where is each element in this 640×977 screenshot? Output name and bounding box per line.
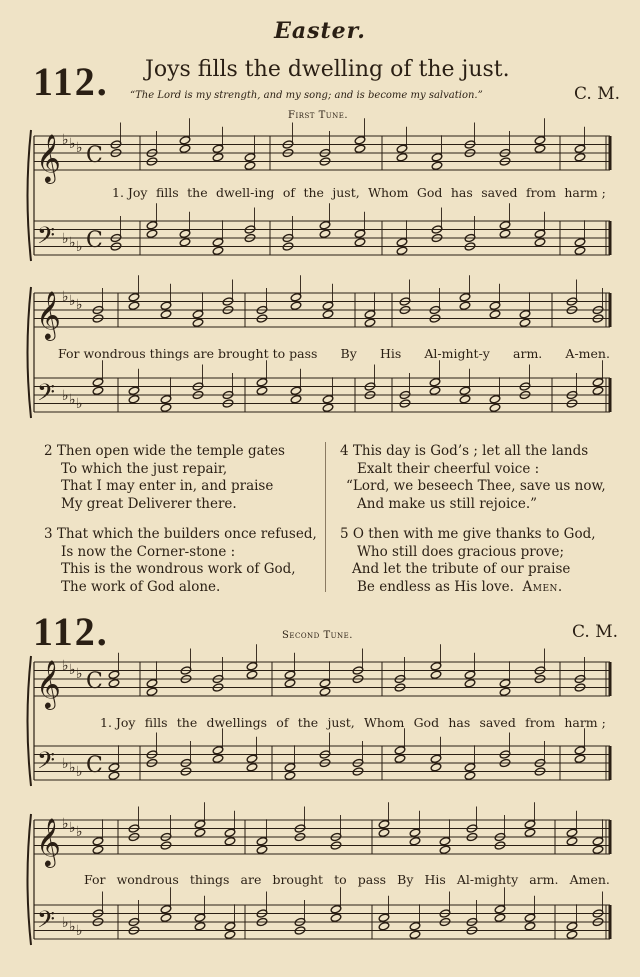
- lyric-syllable: from: [525, 715, 556, 730]
- lyric-syllable: Al-might-y: [424, 346, 490, 361]
- flat-icon: ♭: [62, 915, 69, 931]
- page-title: Easter.: [274, 18, 366, 44]
- common-time-icon: C: [86, 228, 103, 253]
- verse-line: To which the just repair,: [61, 460, 228, 477]
- note-head: [396, 246, 408, 255]
- note-head: [566, 837, 578, 846]
- verse-4: [340, 443, 606, 513]
- note-head: [290, 301, 302, 310]
- treble-clef-icon: 𝄞: [36, 817, 61, 866]
- note-head: [592, 386, 604, 395]
- lyric-syllable: to: [334, 872, 347, 887]
- lyric-syllable: arm.: [529, 872, 559, 887]
- flat-icon: ♭: [76, 824, 83, 840]
- flat-icon: ♭: [62, 658, 69, 674]
- note-head: [566, 930, 578, 939]
- note-head: [108, 679, 120, 688]
- lyric-syllable: things: [189, 872, 230, 887]
- lyric-syllable: has: [448, 715, 471, 730]
- note-head: [430, 763, 442, 772]
- note-head: [160, 913, 172, 922]
- lyric-syllable: fills: [144, 715, 168, 730]
- note-head: [224, 930, 236, 939]
- note-head: [256, 845, 268, 854]
- lyric-syllable: brought: [272, 872, 324, 887]
- flat-icon: ♭: [62, 231, 69, 247]
- note-head: [92, 845, 104, 854]
- note-head: [464, 679, 476, 688]
- brace: [28, 814, 32, 945]
- flat-icon: ♭: [62, 388, 69, 404]
- lyric-syllable: 1. Joy: [112, 185, 148, 200]
- treble-clef-icon: 𝄞: [36, 290, 61, 339]
- note-head: [489, 403, 501, 412]
- lyric-syllable: the: [303, 185, 324, 200]
- epigraph: “The Lord is my strength, and my song; and is become my salvation.”: [130, 90, 483, 101]
- verse-line: My great Deliverer there.: [61, 495, 237, 512]
- bass-clef-icon: 𝄢: [37, 378, 56, 412]
- note-head: [246, 670, 258, 679]
- flat-icon: ♭: [69, 392, 76, 408]
- verse-text: Be endless as His love.: [357, 578, 514, 595]
- note-head: [574, 153, 586, 162]
- brace: [28, 130, 32, 261]
- flat-icon: ♭: [69, 820, 76, 836]
- note-head: [494, 913, 506, 922]
- flat-icon: ♭: [76, 140, 83, 156]
- note-head: [212, 246, 224, 255]
- lyric-syllable: wondrous: [116, 872, 179, 887]
- note-head: [409, 930, 421, 939]
- verse-line: And make us still rejoice.”: [357, 495, 538, 512]
- lyric-syllable: are: [240, 872, 262, 887]
- lyric-syllable: saved: [481, 185, 518, 200]
- note-head: [146, 229, 158, 238]
- note-head: [128, 395, 140, 404]
- note-head: [319, 687, 331, 696]
- verse-5: [340, 526, 596, 596]
- note-head: [534, 238, 546, 247]
- flat-icon: ♭: [69, 136, 76, 152]
- verse-line: And let the tribute of our praise: [352, 561, 571, 577]
- verse-line: “Lord, we beseech Thee, save us now,: [346, 478, 606, 494]
- common-time-icon: C: [86, 753, 103, 778]
- note-head: [146, 687, 158, 696]
- flat-icon: ♭: [69, 293, 76, 309]
- flat-icon: ♭: [76, 923, 83, 939]
- common-time-icon: C: [86, 143, 103, 168]
- lyric-syllable: of: [282, 185, 296, 200]
- note-head: [394, 754, 406, 763]
- amen-label: Amen.: [522, 578, 563, 595]
- flat-icon: ♭: [69, 919, 76, 935]
- flat-icon: ♭: [76, 239, 83, 255]
- note-head: [354, 238, 366, 247]
- note-head: [378, 828, 390, 837]
- note-head: [499, 687, 511, 696]
- note-head: [92, 386, 104, 395]
- hymn-number: 112.: [33, 609, 109, 654]
- note-head: [194, 922, 206, 931]
- note-head: [524, 922, 536, 931]
- lyrics-line: [84, 872, 610, 887]
- note-head: [354, 144, 366, 153]
- lyric-syllable: His: [379, 346, 402, 361]
- lyric-syllable: harm ;: [564, 185, 606, 200]
- flat-icon: ♭: [69, 760, 76, 776]
- bass-clef-icon: 𝄢: [37, 746, 56, 780]
- lyric-syllable: the: [176, 715, 198, 730]
- note-head: [212, 754, 224, 763]
- flat-icon: ♭: [62, 816, 69, 832]
- verse-line: 5 O then with me give thanks to God,: [340, 526, 596, 542]
- lyric-syllable: just,: [327, 715, 355, 730]
- lyric-syllable: 1. Joy: [100, 715, 136, 730]
- verse-line: Who still does gracious prove;: [357, 543, 565, 560]
- note-head: [409, 837, 421, 846]
- lyric-syllable: fills: [155, 185, 179, 200]
- note-head: [246, 763, 258, 772]
- note-head: [284, 679, 296, 688]
- lyric-syllable: saved: [479, 715, 516, 730]
- treble-clef-icon: 𝄞: [36, 133, 61, 182]
- note-head: [128, 301, 140, 310]
- flat-icon: ♭: [62, 289, 69, 305]
- lyric-syllable: harm ;: [564, 715, 606, 730]
- note-head: [224, 837, 236, 846]
- lyric-syllable: arm.: [513, 346, 543, 361]
- verse-line: 2 Then open wide the temple gates: [44, 443, 285, 459]
- lyric-syllable: pass: [357, 872, 387, 887]
- verse-line: That I may enter in, and praise: [61, 478, 274, 494]
- note-head: [489, 310, 501, 319]
- flat-icon: ♭: [76, 396, 83, 412]
- flat-icon: ♭: [76, 666, 83, 682]
- lyric-syllable: Whom: [364, 715, 405, 730]
- note-head: [499, 229, 511, 238]
- meter-label: C. M.: [572, 622, 619, 642]
- verse-line: 3 That which the builders once refused,: [44, 526, 317, 542]
- note-head: [284, 771, 296, 780]
- lyric-syllable: Whom: [368, 185, 409, 200]
- hymn-title: Joys fills the dwelling of the just.: [145, 57, 510, 82]
- note-head: [459, 395, 471, 404]
- lyric-syllable: By: [397, 872, 414, 887]
- verse-line: This is the wondrous work of God,: [61, 561, 296, 577]
- note-head: [464, 771, 476, 780]
- note-head: [524, 828, 536, 837]
- note-head: [378, 922, 390, 931]
- note-head: [322, 310, 334, 319]
- lyrics-line: [112, 185, 606, 200]
- note-head: [290, 395, 302, 404]
- note-head: [459, 301, 471, 310]
- brace: [28, 656, 32, 786]
- flat-icon: ♭: [69, 235, 76, 251]
- note-head: [160, 403, 172, 412]
- meter-label: C. M.: [574, 84, 621, 104]
- lyric-syllable: For wondrous things are brought to pass: [58, 346, 318, 361]
- flat-icon: ♭: [69, 662, 76, 678]
- note-head: [330, 913, 342, 922]
- flat-icon: ♭: [76, 297, 83, 313]
- lyric-syllable: dwell-ing: [216, 185, 275, 200]
- note-head: [322, 403, 334, 412]
- note-head: [256, 386, 268, 395]
- note-head: [160, 310, 172, 319]
- note-head: [430, 670, 442, 679]
- verse-line: Is now the Corner-stone :: [61, 543, 236, 560]
- lyrics-line: [100, 715, 606, 730]
- tune-label: Second Tune.: [282, 630, 353, 641]
- note-head: [534, 144, 546, 153]
- note-head: [244, 161, 256, 170]
- lyric-syllable: the: [187, 185, 208, 200]
- note-head: [439, 845, 451, 854]
- flat-icon: ♭: [62, 756, 69, 772]
- note-head: [108, 771, 120, 780]
- note-head: [519, 318, 531, 327]
- tune-label: First Tune.: [288, 110, 349, 121]
- note-head: [574, 246, 586, 255]
- note-head: [429, 386, 441, 395]
- lyric-syllable: God: [413, 715, 440, 730]
- flat-icon: ♭: [76, 764, 83, 780]
- lyric-syllable: His: [424, 872, 446, 887]
- lyric-syllable: God: [416, 185, 443, 200]
- lyric-syllable: of: [276, 715, 289, 730]
- lyric-syllable: A-men.: [565, 346, 610, 361]
- lyric-syllable: just,: [332, 185, 360, 200]
- note-head: [431, 161, 443, 170]
- bass-clef-icon: 𝄢: [37, 221, 56, 255]
- lyric-syllable: the: [297, 715, 319, 730]
- lyric-syllable: from: [525, 185, 556, 200]
- note-head: [194, 828, 206, 837]
- treble-clef-icon: 𝄞: [36, 659, 61, 708]
- note-head: [179, 238, 191, 247]
- flat-icon: ♭: [62, 132, 69, 148]
- bass-clef-icon: 𝄢: [37, 905, 56, 939]
- note-head: [592, 845, 604, 854]
- hymn-number: 112.: [33, 59, 109, 104]
- note-head: [192, 318, 204, 327]
- lyric-syllable: Al-mighty: [456, 872, 519, 887]
- common-time-icon: C: [86, 669, 103, 694]
- note-head: [396, 153, 408, 162]
- verse-line: 4 This day is God’s ; let all the lands: [340, 443, 589, 459]
- verse-2: [44, 443, 285, 513]
- lyric-syllable: has: [450, 185, 473, 200]
- lyric-syllable: By: [340, 346, 357, 361]
- brace: [28, 287, 32, 418]
- lyrics-line: [58, 346, 610, 361]
- note-head: [574, 754, 586, 763]
- lyric-syllable: For: [84, 872, 106, 887]
- column-divider: [325, 442, 326, 592]
- lyric-syllable: Amen.: [569, 872, 610, 887]
- verse-line: The work of God alone.: [61, 578, 221, 595]
- note-head: [364, 318, 376, 327]
- verse-line: Exalt their cheerful voice :: [357, 460, 540, 477]
- verse-line: [340, 579, 596, 597]
- verse-3: [44, 526, 317, 596]
- note-head: [319, 229, 331, 238]
- note-head: [179, 144, 191, 153]
- lyric-syllable: dwellings: [206, 715, 268, 730]
- note-head: [212, 153, 224, 162]
